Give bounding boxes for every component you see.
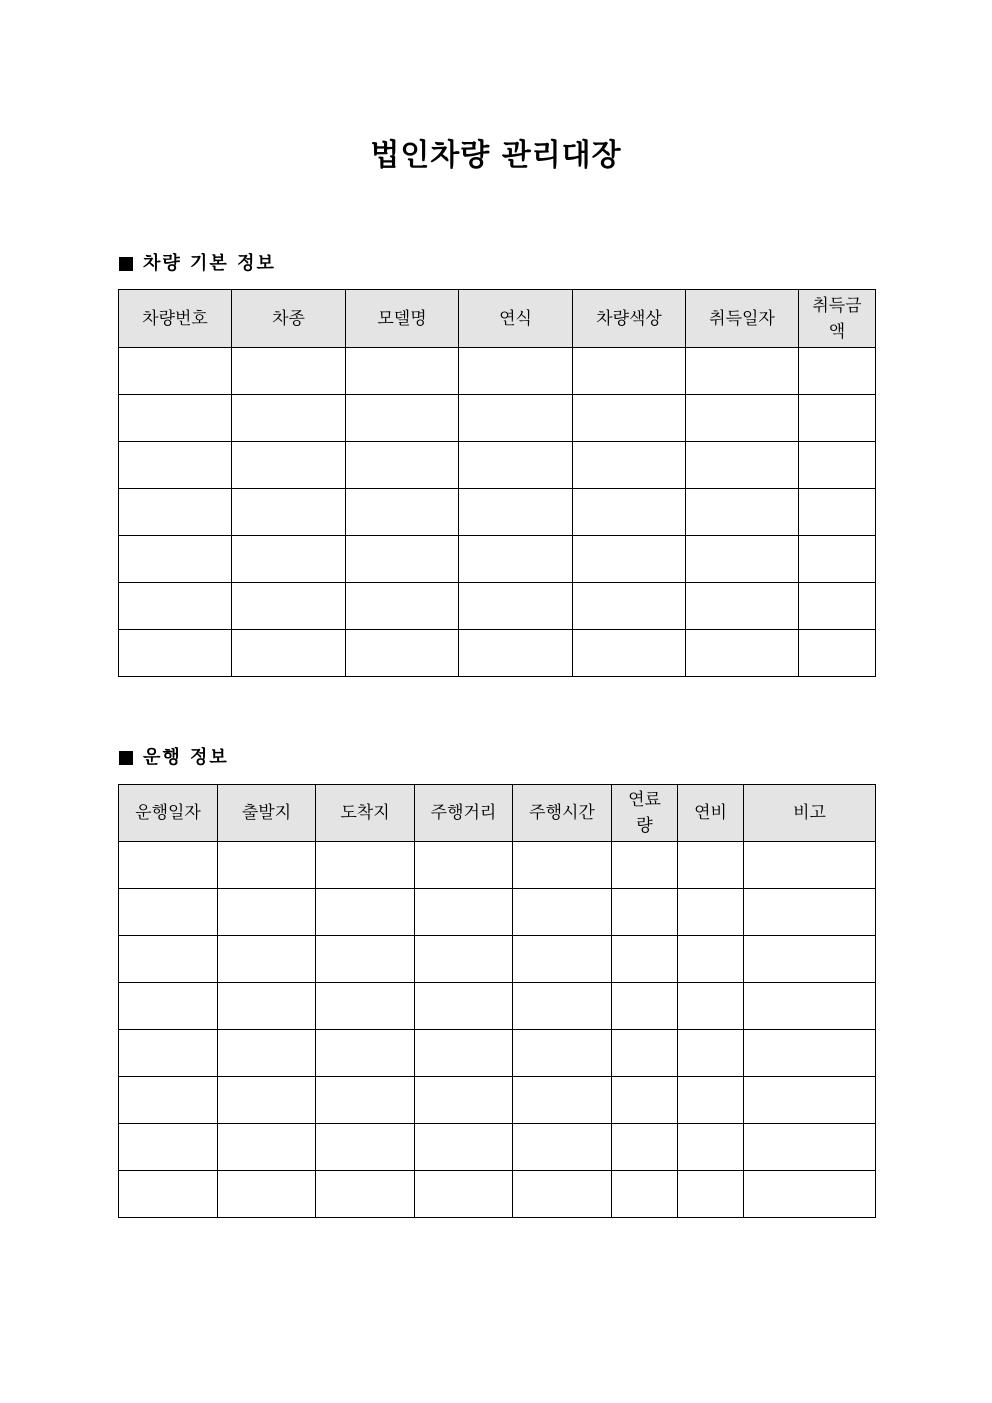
vehicle-table-cell[interactable] xyxy=(573,442,686,489)
operation-table-cell[interactable] xyxy=(513,1077,612,1124)
operation-table-cell[interactable] xyxy=(119,1171,218,1218)
vehicle-table-row xyxy=(119,583,876,630)
vehicle-table-row xyxy=(119,348,876,395)
vehicle-table-cell[interactable] xyxy=(346,583,459,630)
vehicle-table-cell[interactable] xyxy=(459,442,573,489)
operation-table-cell[interactable] xyxy=(415,1030,513,1077)
operation-table-cell[interactable] xyxy=(612,842,678,889)
vehicle-header-row xyxy=(119,290,876,348)
square-bullet-icon xyxy=(119,257,133,271)
header-distance: 주행거리 xyxy=(415,785,513,842)
vehicle-table-cell[interactable] xyxy=(232,630,346,677)
operation-table-row xyxy=(119,1124,876,1171)
operation-table-cell[interactable] xyxy=(218,1077,316,1124)
vehicle-table-cell[interactable] xyxy=(119,442,232,489)
operation-table-cell[interactable] xyxy=(218,842,316,889)
operation-table-cell[interactable] xyxy=(513,1030,612,1077)
operation-table-cell[interactable] xyxy=(218,936,316,983)
operation-table-cell[interactable] xyxy=(316,1171,415,1218)
vehicle-info-table xyxy=(118,289,876,677)
operation-table-cell[interactable] xyxy=(678,936,744,983)
vehicle-table-cell[interactable] xyxy=(459,395,573,442)
vehicle-table-row xyxy=(119,536,876,583)
header-departure: 출발지 xyxy=(218,785,316,842)
operation-table-row xyxy=(119,889,876,936)
header-acquisition-amount: 취득금 액 xyxy=(799,290,876,348)
vehicle-table-cell[interactable] xyxy=(119,489,232,536)
operation-header-row xyxy=(119,785,876,842)
vehicle-table-cell[interactable] xyxy=(459,348,573,395)
square-bullet-icon xyxy=(119,751,133,765)
operation-table-cell[interactable] xyxy=(513,936,612,983)
operation-table-cell[interactable] xyxy=(612,983,678,1030)
operation-table-cell[interactable] xyxy=(119,983,218,1030)
operation-table-row xyxy=(119,936,876,983)
vehicle-table-cell[interactable] xyxy=(573,489,686,536)
operation-table-cell[interactable] xyxy=(415,983,513,1030)
vehicle-table-cell[interactable] xyxy=(232,536,346,583)
vehicle-table-cell[interactable] xyxy=(799,348,876,395)
operation-table-cell[interactable] xyxy=(744,1124,876,1171)
vehicle-table-cell[interactable] xyxy=(573,395,686,442)
vehicle-table-cell[interactable] xyxy=(232,348,346,395)
operation-table-cell[interactable] xyxy=(513,889,612,936)
operation-table-row xyxy=(119,983,876,1030)
vehicle-table-cell[interactable] xyxy=(232,395,346,442)
operation-table-cell[interactable] xyxy=(316,1124,415,1171)
operation-table-cell[interactable] xyxy=(612,889,678,936)
header-model-year: 연식 xyxy=(459,290,573,348)
operation-table-cell[interactable] xyxy=(415,889,513,936)
header-destination: 도착지 xyxy=(316,785,415,842)
vehicle-table-cell[interactable] xyxy=(346,489,459,536)
vehicle-table-cell[interactable] xyxy=(799,583,876,630)
vehicle-info-heading-text: 차량 기본 정보 xyxy=(143,253,276,274)
operation-table-cell[interactable] xyxy=(744,889,876,936)
operation-table-row xyxy=(119,1030,876,1077)
header-vehicle-color: 차량색상 xyxy=(573,290,686,348)
vehicle-table-cell[interactable] xyxy=(573,630,686,677)
operation-table-cell[interactable] xyxy=(612,936,678,983)
operation-table-cell[interactable] xyxy=(119,1124,218,1171)
operation-table-cell[interactable] xyxy=(678,1171,744,1218)
operation-info-table xyxy=(118,784,876,1218)
operation-table-cell[interactable] xyxy=(513,842,612,889)
vehicle-table-cell[interactable] xyxy=(799,536,876,583)
operation-table-cell[interactable] xyxy=(678,1124,744,1171)
operation-table-cell[interactable] xyxy=(678,842,744,889)
vehicle-table-cell[interactable] xyxy=(686,489,799,536)
operation-table-cell[interactable] xyxy=(744,1171,876,1218)
operation-table-cell[interactable] xyxy=(513,1171,612,1218)
operation-table-cell[interactable] xyxy=(612,1030,678,1077)
vehicle-table-cell[interactable] xyxy=(799,489,876,536)
vehicle-table-cell[interactable] xyxy=(459,536,573,583)
operation-table-cell[interactable] xyxy=(415,936,513,983)
operation-table-cell[interactable] xyxy=(744,936,876,983)
vehicle-table-cell[interactable] xyxy=(232,583,346,630)
operation-table-cell[interactable] xyxy=(119,889,218,936)
vehicle-table-row xyxy=(119,395,876,442)
vehicle-table-cell[interactable] xyxy=(459,583,573,630)
header-remarks: 비고 xyxy=(744,785,876,842)
operation-table-cell[interactable] xyxy=(678,1077,744,1124)
vehicle-table-cell[interactable] xyxy=(346,630,459,677)
vehicle-table-cell[interactable] xyxy=(686,442,799,489)
operation-table-cell[interactable] xyxy=(218,1171,316,1218)
vehicle-table-row xyxy=(119,489,876,536)
vehicle-table-cell[interactable] xyxy=(232,489,346,536)
header-fuel-amount: 연료 량 xyxy=(612,785,678,842)
vehicle-table-cell[interactable] xyxy=(799,630,876,677)
operation-table-cell[interactable] xyxy=(415,1077,513,1124)
header-vehicle-number: 차량번호 xyxy=(119,290,232,348)
operation-table-cell[interactable] xyxy=(744,1030,876,1077)
operation-table-cell[interactable] xyxy=(678,983,744,1030)
operation-table-cell[interactable] xyxy=(119,842,218,889)
operation-table-cell[interactable] xyxy=(119,936,218,983)
vehicle-table-cell[interactable] xyxy=(459,489,573,536)
operation-table-cell[interactable] xyxy=(678,1030,744,1077)
vehicle-table-cell[interactable] xyxy=(119,536,232,583)
operation-table-cell[interactable] xyxy=(513,983,612,1030)
vehicle-table-cell[interactable] xyxy=(119,583,232,630)
operation-table-cell[interactable] xyxy=(316,1030,415,1077)
header-operation-date: 운행일자 xyxy=(119,785,218,842)
vehicle-table-cell[interactable] xyxy=(686,630,799,677)
operation-table-cell[interactable] xyxy=(119,1077,218,1124)
vehicle-table-cell[interactable] xyxy=(346,536,459,583)
operation-table-cell[interactable] xyxy=(612,1077,678,1124)
vehicle-table-cell[interactable] xyxy=(346,395,459,442)
operation-table-cell[interactable] xyxy=(218,1124,316,1171)
vehicle-table-cell[interactable] xyxy=(346,348,459,395)
header-acquisition-date: 취득일자 xyxy=(686,290,799,348)
operation-table-row xyxy=(119,842,876,889)
vehicle-table-cell[interactable] xyxy=(686,536,799,583)
operation-table-cell[interactable] xyxy=(316,936,415,983)
operation-table-cell[interactable] xyxy=(316,1077,415,1124)
operation-table-cell[interactable] xyxy=(316,983,415,1030)
vehicle-table-cell[interactable] xyxy=(119,395,232,442)
vehicle-table-cell[interactable] xyxy=(573,583,686,630)
vehicle-table-row xyxy=(119,630,876,677)
operation-table-cell[interactable] xyxy=(612,1124,678,1171)
vehicle-table-row xyxy=(119,442,876,489)
operation-table-cell[interactable] xyxy=(744,842,876,889)
operation-info-heading-text: 운행 정보 xyxy=(143,747,229,768)
operation-table-cell[interactable] xyxy=(218,1030,316,1077)
document-title: 법인차량 관리대장 xyxy=(370,138,622,173)
vehicle-table-cell[interactable] xyxy=(119,348,232,395)
operation-table-cell[interactable] xyxy=(218,889,316,936)
vehicle-table-cell[interactable] xyxy=(346,442,459,489)
header-driving-time: 주행시간 xyxy=(513,785,612,842)
header-model-name: 모델명 xyxy=(346,290,459,348)
vehicle-info-heading xyxy=(119,252,276,276)
header-fuel-efficiency: 연비 xyxy=(678,785,744,842)
operation-table-cell[interactable] xyxy=(744,1077,876,1124)
header-vehicle-type: 차종 xyxy=(232,290,346,348)
vehicle-table-cell[interactable] xyxy=(686,583,799,630)
operation-table-cell[interactable] xyxy=(678,889,744,936)
vehicle-table-cell[interactable] xyxy=(799,442,876,489)
vehicle-table-cell[interactable] xyxy=(232,442,346,489)
operation-table-cell[interactable] xyxy=(415,1124,513,1171)
vehicle-table-cell[interactable] xyxy=(573,348,686,395)
operation-table-cell[interactable] xyxy=(415,1171,513,1218)
operation-table-cell[interactable] xyxy=(612,1171,678,1218)
operation-table-cell[interactable] xyxy=(316,842,415,889)
vehicle-table-cell[interactable] xyxy=(686,395,799,442)
operation-table-cell[interactable] xyxy=(119,1030,218,1077)
operation-table-cell[interactable] xyxy=(744,983,876,1030)
vehicle-table-cell[interactable] xyxy=(119,630,232,677)
operation-info-heading xyxy=(119,746,229,770)
operation-table-cell[interactable] xyxy=(415,842,513,889)
vehicle-table-cell[interactable] xyxy=(459,630,573,677)
vehicle-table-cell[interactable] xyxy=(573,536,686,583)
operation-table-row xyxy=(119,1077,876,1124)
operation-table-cell[interactable] xyxy=(316,889,415,936)
vehicle-table-cell[interactable] xyxy=(799,395,876,442)
operation-table-cell[interactable] xyxy=(218,983,316,1030)
operation-table-row xyxy=(119,1171,876,1218)
operation-table-cell[interactable] xyxy=(513,1124,612,1171)
vehicle-table-cell[interactable] xyxy=(686,348,799,395)
